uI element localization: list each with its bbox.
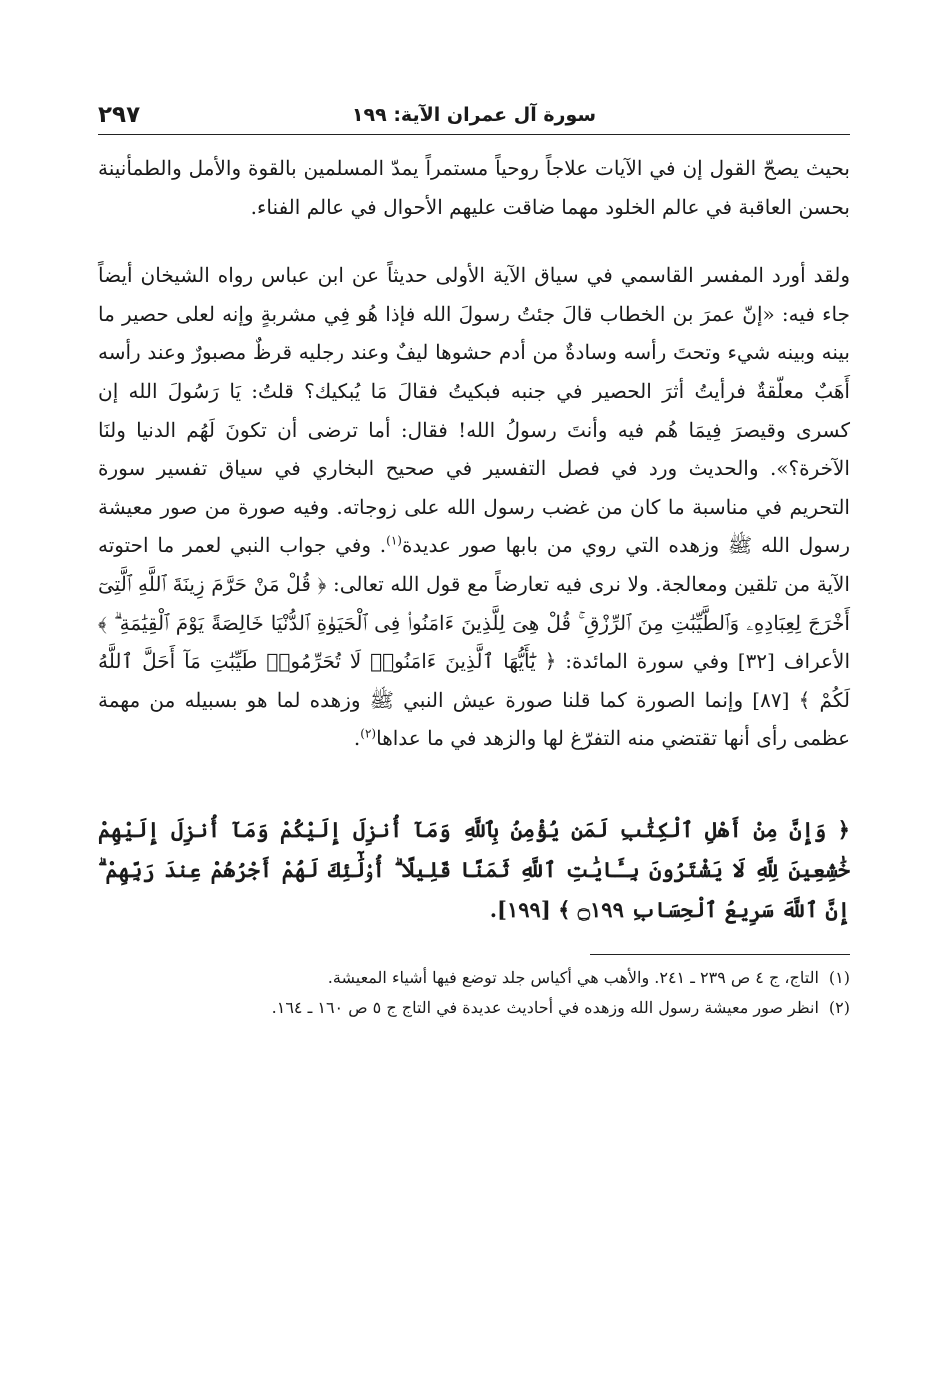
footnote-1-number: (١): [828, 967, 850, 987]
paragraph-1: بحيث يصحّ القول إن في الآيات علاجاً روحياً مستمراً يمدّ المسلمين بالقوة والأمل والطمأنينة بحسن العاقبة في عالم الخلود مهما ضاقت عليهم الأحوال في عالم الفناء.: [98, 156, 850, 219]
page-header: [98, 100, 850, 135]
paragraph-2: [98, 256, 850, 758]
footnote-marker-1: (١): [386, 533, 402, 548]
footnotes: [98, 963, 850, 1023]
quran-verse-text: ﴿ وَإِنَّ مِنْ أَهْلِ ٱلْكِتَٰبِ لَمَن يُؤْمِنُ بِٱللَّهِ وَمَآ أُنزِلَ إِلَيْكُمْ وَمَآ أُنزِلَ إِلَيْهِمْ خَٰشِعِينَ لِلَّهِ لَا يَشْتَرُونَ بِـَٔايَٰتِ ٱللَّهِ ثَمَنًا قَلِيلًا ۗ أُو۟لَٰٓئِكَ لَهُمْ أَجْرُهُمْ عِندَ رَبِّهِمْ ۗ إِنَّ ٱللَّهَ سَرِيعُ ٱلْحِسَابِ ۝١٩٩ ﴾: [98, 816, 850, 922]
footnote-1-text: التاج، ج ٤ ص ٢٣٩ ـ ٢٤١. والأهب هي أكياس جلد توضع فيها أشياء المعيشة.: [327, 967, 819, 987]
quran-verse-reference: [١٩٩].: [489, 896, 551, 922]
quran-verse-block: [98, 810, 850, 930]
footnote-2: [98, 993, 850, 1023]
paragraph-2-part-3: .: [353, 726, 361, 751]
page-number: ٢٩٧: [98, 102, 141, 128]
footnote-marker-2: (٢): [360, 726, 377, 741]
paragraph-2-part-1: ولقد أورد المفسر القاسمي في سياق الآية الأولى حديثاً عن ابن عباس رواه الشيخان أيضاً جاء فيه: «إنّ عمرَ بن الخطاب قالَ جئتُ رسولَ الله فإذا هُو فِي مشربةٍ وإنه لعلى حصير ما بينه وبينه شيء وتحتَ رأسه وسادةٌ من أدم حشوها ليفٌ وعند رجليه قرظٌ مصبورٌ وعند رأسه أَهَبٌ معلّقةٌ فرأيتُ أثرَ الحصير في جنبه فبكيتُ فقالَ مَا يُبكيك؟ قلتُ: يَا رَسُولَ الله إن كسرى وقيصرَ فِيمَا هُم فيه وأنتَ رسولُ الله! فقال: أما ترضى أن تكونَ لَهُم الدنيا ولنَا الآخرة؟». والحديث ورد في فصل التفسير في صحيح البخاري في سياق تفسير سورة التحريم في مناسبة ما كان من غضب رسول الله على زوجاته. وفيه صورة من صور معيشة رسول الله ﷺ وزهده التي روي من بابها صور عديدة: [98, 263, 850, 558]
footnote-1: [98, 963, 850, 993]
running-title: سورة آل عمران الآية: ١٩٩: [351, 104, 597, 126]
footnote-2-number: (٢): [828, 997, 850, 1017]
footnote-divider: [590, 954, 850, 955]
footnote-2-text: انظر صور معيشة رسول الله وزهده في أحاديث عديدة في التاج ج ٥ ص ١٦٠ ـ ١٦٤.: [271, 997, 819, 1017]
book-page: [98, 100, 850, 1023]
paragraph-2-part-2: . وفي جواب النبي لعمر ما احتوته الآية من تلقين ومعالجة. ولا نرى فيه تعارضاً مع قول الله تعالى: ﴿ قُلْ مَنْ حَرَّمَ زِينَةَ ٱللَّهِ ٱلَّتِىٓ أَخْرَجَ لِعِبَادِهِۦ وَٱلطَّيِّبَٰتِ مِنَ ٱلرِّزْقِ ۚ قُلْ هِىَ لِلَّذِينَ ءَامَنُوا۟ فِى ٱلْحَيَوٰةِ ٱلدُّنْيَا خَالِصَةً يَوْمَ ٱلْقِيَٰمَةِ ۗ ﴾ الأعراف [٣٢] وفي سورة المائدة: ﴿ يَٰٓأَيُّهَا ٱلَّذِينَ ءَامَنُوا۟ لَا تُحَرِّمُوا۟ طَيِّبَٰتِ مَآ أَحَلَّ ٱللَّهُ لَكُمْ ﴾ [٨٧] وإنما الصورة كما قلنا صورة عيش النبي ﷺ وزهده لما هو بسبيله من مهمة عظمى رأى أنها تقتضي منه التفرّغ لها والزهد في ما عداها: [98, 533, 851, 751]
